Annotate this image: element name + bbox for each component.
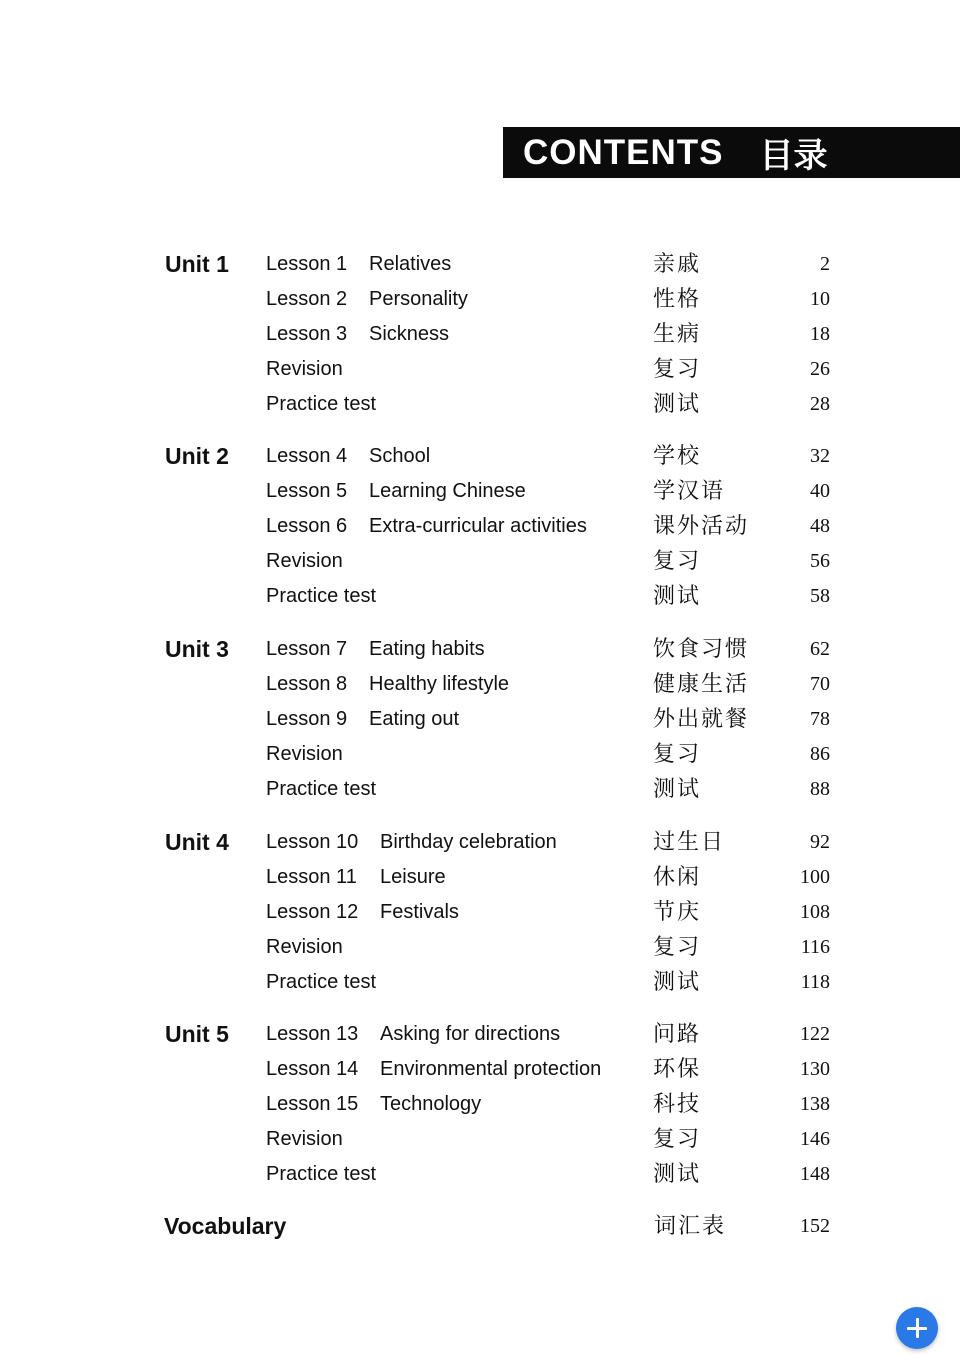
page-number: 10	[810, 288, 830, 310]
toc-entry[interactable]	[0, 702, 960, 737]
lesson-title-zh: 过生日	[653, 830, 726, 855]
toc-entry[interactable]	[0, 1087, 960, 1122]
lesson-label: Lesson 4	[266, 445, 348, 467]
lesson-label: Practice test	[266, 393, 377, 415]
lesson-title: Personality	[369, 288, 468, 310]
lesson-title-zh: 测试	[653, 392, 702, 417]
lesson-title-zh: 复习	[653, 357, 702, 382]
lesson-label: Lesson 9	[266, 708, 348, 730]
toc-entry[interactable]	[0, 352, 960, 387]
lesson-label: Lesson 12	[266, 901, 359, 923]
toc-entry[interactable]	[0, 632, 960, 667]
unit-label: Unit 3	[165, 636, 229, 662]
lesson-label: Lesson 10	[266, 831, 359, 853]
page-number: 92	[810, 831, 830, 853]
page-number: 40	[810, 480, 830, 502]
toc-entry[interactable]	[0, 282, 960, 317]
toc-entry[interactable]	[0, 1017, 960, 1052]
lesson-title-zh: 健康生活	[653, 672, 750, 697]
page-number: 152	[800, 1215, 830, 1237]
page-number: 148	[800, 1163, 830, 1185]
lesson-label: Practice test	[266, 778, 377, 800]
page-number: 26	[810, 358, 830, 380]
lesson-label: Lesson 11	[266, 866, 357, 888]
toc-entry[interactable]	[0, 965, 960, 1000]
page-number: 130	[800, 1058, 830, 1080]
lesson-title: Festivals	[380, 901, 459, 923]
lesson-title-zh: 课外活动	[653, 514, 750, 539]
lesson-title: Birthday celebration	[380, 831, 557, 853]
lesson-label: Lesson 3	[266, 323, 348, 345]
page-number: 48	[810, 515, 830, 537]
contents-banner	[503, 127, 960, 178]
lesson-title: Extra-curricular activities	[369, 515, 587, 537]
lesson-title-zh: 学校	[653, 444, 702, 469]
toc-entry[interactable]	[0, 772, 960, 807]
lesson-title-zh: 测试	[653, 777, 702, 802]
page-number: 118	[800, 971, 830, 993]
lesson-title: Learning Chinese	[369, 480, 526, 502]
page-number: 108	[800, 901, 830, 923]
lesson-label: Practice test	[266, 585, 377, 607]
lesson-title-zh: 问路	[653, 1022, 702, 1047]
page-number: 56	[810, 550, 830, 572]
vocabulary-label: Vocabulary	[164, 1213, 287, 1239]
lesson-label: Practice test	[266, 971, 377, 993]
lesson-title-zh: 测试	[653, 1162, 702, 1187]
toc-entry[interactable]	[0, 1157, 960, 1192]
add-button[interactable]	[896, 1307, 938, 1349]
toc-entry[interactable]	[0, 439, 960, 474]
lesson-title-zh: 性格	[653, 287, 702, 312]
lesson-title-zh: 复习	[653, 549, 702, 574]
page-number: 146	[800, 1128, 830, 1150]
page-number: 138	[800, 1093, 830, 1115]
lesson-label: Lesson 15	[266, 1093, 359, 1115]
lesson-label: Revision	[266, 358, 343, 380]
unit-label: Unit 1	[165, 251, 229, 277]
lesson-label: Revision	[266, 1128, 343, 1150]
lesson-label: Lesson 14	[266, 1058, 359, 1080]
toc-entry[interactable]	[0, 1052, 960, 1087]
lesson-title: Asking for directions	[380, 1023, 561, 1045]
toc-entry[interactable]	[0, 317, 960, 352]
lesson-title: Eating out	[369, 708, 460, 730]
lesson-label: Lesson 6	[266, 515, 348, 537]
page-number: 100	[800, 866, 830, 888]
toc-entry[interactable]	[0, 247, 960, 282]
lesson-title-zh: 饮食习惯	[653, 637, 750, 662]
lesson-label: Lesson 5	[266, 480, 348, 502]
lesson-label: Lesson 8	[266, 673, 348, 695]
page-number: 18	[810, 323, 830, 345]
lesson-title: School	[369, 445, 431, 467]
contents-title-zh: 目录	[759, 136, 828, 176]
lesson-title-zh: 科技	[653, 1092, 702, 1117]
page-number: 78	[810, 708, 830, 730]
toc-entry[interactable]	[0, 895, 960, 930]
lesson-title: Relatives	[369, 253, 452, 275]
lesson-title-zh: 复习	[653, 742, 702, 767]
lesson-label: Revision	[266, 743, 343, 765]
page-number: 88	[810, 778, 830, 800]
toc-entry[interactable]	[0, 737, 960, 772]
lesson-title: Healthy lifestyle	[369, 673, 510, 695]
lesson-title: Leisure	[380, 866, 446, 888]
toc-entry[interactable]	[0, 860, 960, 895]
page-number: 62	[810, 638, 830, 660]
lesson-title-zh: 环保	[653, 1057, 702, 1082]
toc-entry[interactable]	[0, 474, 960, 509]
page-number: 58	[810, 585, 830, 607]
lesson-label: Revision	[266, 550, 343, 572]
toc-entry[interactable]	[0, 1122, 960, 1157]
page-number: 122	[800, 1023, 830, 1045]
page-number: 32	[810, 445, 830, 467]
lesson-title-zh: 节庆	[653, 900, 702, 925]
page-number: 2	[820, 253, 830, 275]
lesson-title-zh: 休闲	[653, 865, 702, 890]
lesson-title-zh: 学汉语	[653, 479, 726, 504]
lesson-title-zh: 亲戚	[653, 252, 702, 277]
lesson-title-zh: 复习	[653, 1127, 702, 1152]
unit-label: Unit 4	[165, 829, 229, 855]
lesson-title-zh: 测试	[653, 970, 702, 995]
lesson-title-zh: 外出就餐	[653, 707, 750, 732]
lesson-label: Practice test	[266, 1163, 377, 1185]
lesson-label: Lesson 2	[266, 288, 348, 310]
contents-title-en: CONTENTS	[523, 132, 724, 172]
lesson-title-zh: 测试	[653, 584, 702, 609]
toc-entry[interactable]	[0, 667, 960, 702]
page-number: 28	[810, 393, 830, 415]
page-number: 116	[800, 936, 830, 958]
lesson-label: Lesson 7	[266, 638, 348, 660]
lesson-label: Revision	[266, 936, 343, 958]
lesson-title: Technology	[380, 1093, 482, 1115]
toc-entry[interactable]	[0, 579, 960, 614]
lesson-title-zh: 生病	[653, 322, 702, 347]
lesson-label: Lesson 13	[266, 1023, 359, 1045]
unit-label: Unit 2	[165, 443, 229, 469]
toc-entry[interactable]	[0, 387, 960, 422]
toc-entry[interactable]	[0, 930, 960, 965]
lesson-title: Eating habits	[369, 638, 485, 660]
toc-entry[interactable]	[0, 544, 960, 579]
toc-entry[interactable]	[0, 825, 960, 860]
page-number: 86	[810, 743, 830, 765]
page-number: 70	[810, 673, 830, 695]
lesson-title: Sickness	[369, 323, 450, 345]
vocabulary-entry[interactable]	[0, 1209, 960, 1244]
lesson-label: Lesson 1	[266, 253, 348, 275]
lesson-title: Environmental protection	[380, 1058, 602, 1080]
unit-label: Unit 5	[165, 1021, 229, 1047]
toc-entry[interactable]	[0, 509, 960, 544]
lesson-title-zh: 复习	[653, 935, 702, 960]
vocabulary-label-zh: 词汇表	[654, 1214, 727, 1239]
